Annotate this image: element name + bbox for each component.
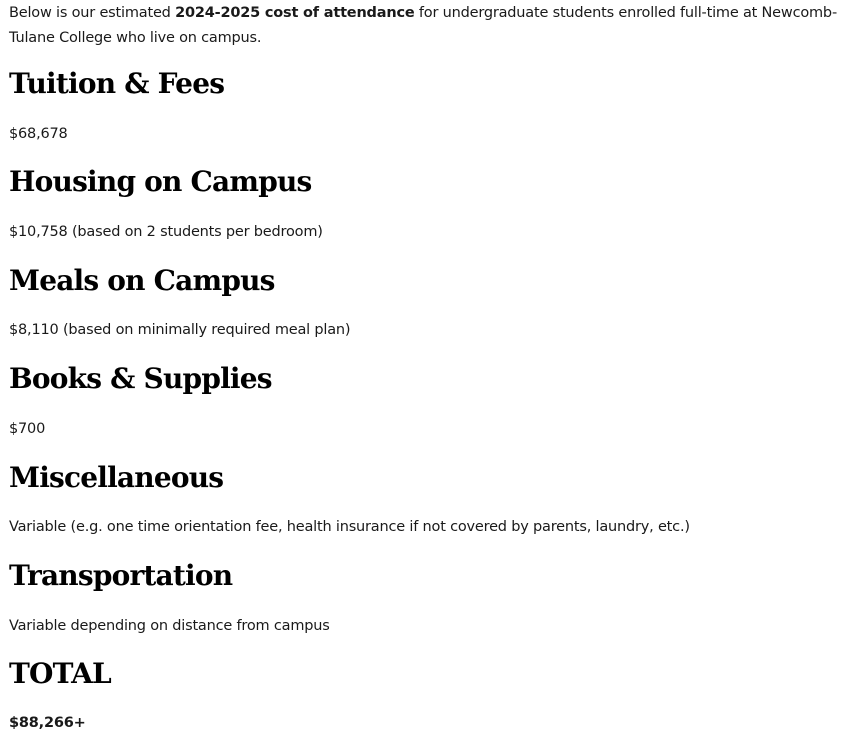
value-transportation: Variable depending on distance from campus: [9, 618, 330, 634]
heading-miscellaneous: Miscellaneous: [9, 461, 224, 494]
value-housing-on-campus: $10,758 (based on 2 students per bedroom): [9, 224, 323, 240]
value-total: $88,266+: [9, 715, 86, 731]
intro-text-end: for undergraduate students enrolled full-time at Newcomb-Tulane College who live on campus.: [9, 5, 837, 46]
heading-total: TOTAL: [9, 657, 111, 690]
heading-tuition-fees: Tuition & Fees: [9, 67, 225, 100]
value-books-supplies: $700: [9, 421, 46, 437]
value-meals-on-campus: $8,110 (based on minimally required meal plan): [9, 322, 351, 338]
heading-books-supplies: Books & Supplies: [9, 362, 272, 395]
value-tuition-fees: $68,678: [9, 126, 68, 142]
intro-text-start: Below is our estimated: [9, 5, 176, 21]
heading-housing-on-campus: Housing on Campus: [9, 165, 312, 198]
intro-text-bold: 2024-2025 cost of attendance: [175, 5, 415, 21]
value-miscellaneous: Variable (e.g. one time orientation fee, health insurance if not covered by parents, laundry, etc.): [9, 519, 690, 535]
heading-meals-on-campus: Meals on Campus: [9, 264, 275, 297]
intro-paragraph: [9, 0, 845, 50]
heading-transportation: Transportation: [9, 559, 233, 592]
